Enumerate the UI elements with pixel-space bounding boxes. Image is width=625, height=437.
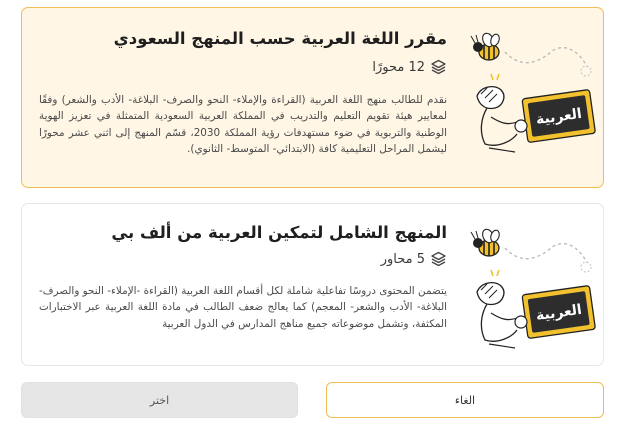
course-lessons <box>381 251 447 267</box>
course-card-alefba[interactable] <box>21 203 604 366</box>
bee-arabic-sign-illustration <box>467 218 597 353</box>
lessons-count: 12 محورًا <box>372 59 425 75</box>
layers-icon <box>430 59 447 75</box>
bee-arabic-sign-illustration <box>467 22 597 157</box>
layers-icon <box>430 251 447 267</box>
course-description: نقدم للطالب منهج اللغة العربية (القراءة والإملاء- النحو والصرف- البلاغة- الأدب والشعر) وفقًا لمعايير هيئة تقويم التعليم والتدريب في المملكة العربية السعودية المتمثلة في تعزيز الهوية الوطنية والتربوية في ضوء مستهدفات رؤية المملكة 2030، قسّم المنهج إلى اثني عشر محورًا ليشمل المراحل التعليمية كافة (الابتدائي- المتوسط- الثانوي). <box>39 94 447 155</box>
choose-button[interactable]: اختر <box>21 382 298 418</box>
course-title: مقرر اللغة العربية حسب المنهج السعودي <box>113 29 447 48</box>
course-description: يتضمن المحتوى دروسًا تفاعلية شاملة لكل أقسام اللغة العربية (القراءة -الإملاء- النحو والصرف- البلاغة- الأدب والشعر- المعجم) كما يعالج ضعف الطالب في مادة اللغة العربية عبر الاختبارات المكثفة، وتشمل موضوعاته جميع مناهج المدارس في الدول العربية <box>39 285 447 330</box>
lessons-count: 5 محاور <box>380 251 425 267</box>
course-card-saudi[interactable] <box>21 7 604 188</box>
arabic-sign-text: العربية <box>534 105 583 129</box>
course-lessons <box>372 59 447 75</box>
cancel-button[interactable]: الغاء <box>326 382 604 418</box>
arabic-sign-text: العربية <box>534 301 583 325</box>
course-title: المنهج الشامل لتمكين العربية من ألف بي <box>111 223 447 242</box>
